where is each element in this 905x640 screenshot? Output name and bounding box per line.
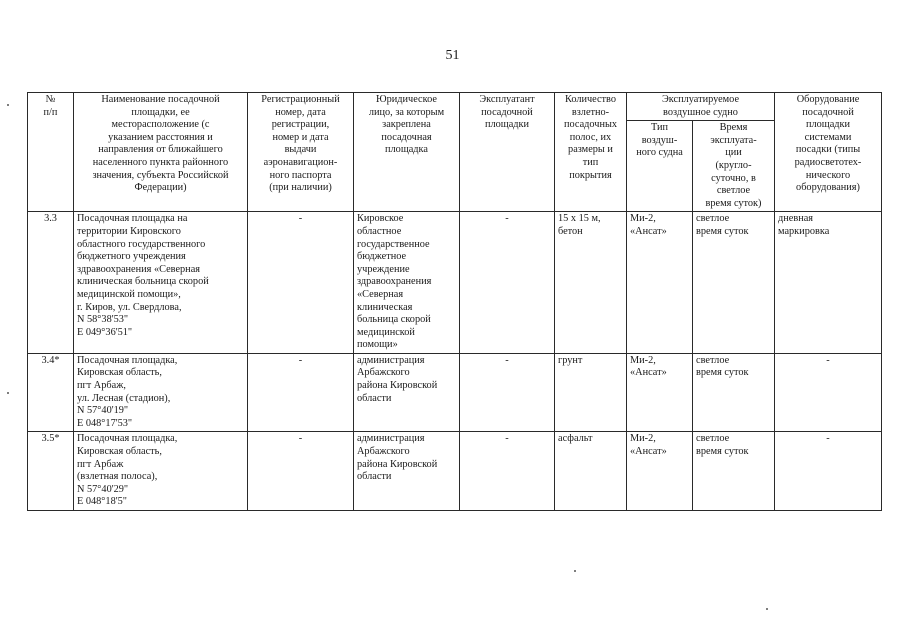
scan-speck	[7, 392, 9, 394]
row-name: Посадочная площадка, Кировская область, пгт Арбаж (взлетная полоса), N 57°40'29" E 048°18'5"	[74, 432, 248, 511]
header-col-number: № п/п	[28, 93, 74, 212]
row-runways: асфальт	[555, 432, 627, 511]
landing-site-table	[27, 92, 882, 511]
row-registration: -	[248, 353, 354, 432]
row-registration: -	[248, 212, 354, 354]
row-name: Посадочная площадка на территории Кировского областного государственного бюджетного учреждения здравоохранения «Северная клиническая больница скорой медицинской помощи», г. Киров, ул. Свердлова, N 58°38'53" E 049°36'51"	[74, 212, 248, 354]
row-aircraft-type: Ми-2, «Ансат»	[627, 353, 693, 432]
row-operator: -	[460, 353, 555, 432]
row-aircraft-type: Ми-2, «Ансат»	[627, 212, 693, 354]
row-name: Посадочная площадка, Кировская область, пгт Арбаж, ул. Лесная (стадион), N 57°40'19" E 048°17'53"	[74, 353, 248, 432]
row-equipment: дневная маркировка	[775, 212, 882, 354]
header-col-aircraft-group: Эксплуатируемое воздушное судно	[627, 93, 775, 121]
scan-speck	[766, 608, 768, 610]
header-col-legal-entity: Юридическое лицо, за которым закреплена посадочная площадка	[354, 93, 460, 212]
row-aircraft-time: светлое время суток	[693, 212, 775, 354]
row-equipment: -	[775, 353, 882, 432]
table-row	[28, 353, 882, 432]
header-row	[28, 93, 882, 121]
table-row	[28, 432, 882, 511]
table-row	[28, 212, 882, 354]
row-legal-entity: администрация Арбажского района Кировской области	[354, 353, 460, 432]
row-operator: -	[460, 212, 555, 354]
page-number: 51	[445, 48, 460, 63]
header-col-aircraft-time: Время эксплуата- ции (кругло- суточно, в светлое время суток)	[693, 121, 775, 212]
table-header	[28, 93, 882, 212]
scan-speck	[7, 104, 9, 106]
row-legal-entity: Кировское областное государственное бюджетное учреждение здравоохранения «Северная клиническая больница скорой медицинской помощи»	[354, 212, 460, 354]
row-operator: -	[460, 432, 555, 511]
row-number: 3.3	[28, 212, 74, 354]
row-registration: -	[248, 432, 354, 511]
row-runways: грунт	[555, 353, 627, 432]
row-runways: 15 х 15 м, бетон	[555, 212, 627, 354]
header-col-operator: Эксплуатант посадочной площадки	[460, 93, 555, 212]
row-number: 3.4*	[28, 353, 74, 432]
row-legal-entity: администрация Арбажского района Кировской области	[354, 432, 460, 511]
row-number: 3.5*	[28, 432, 74, 511]
header-col-aircraft-type: Тип воздуш- ного судна	[627, 121, 693, 212]
table-body	[28, 212, 882, 511]
row-aircraft-type: Ми-2, «Ансат»	[627, 432, 693, 511]
header-col-registration: Регистрационный номер, дата регистрации, номер и дата выдачи аэронавигацион- ного паспорта (при наличии)	[248, 93, 354, 212]
scan-speck	[574, 570, 576, 572]
header-col-runways: Количество взлетно- посадочных полос, их размеры и тип покрытия	[555, 93, 627, 212]
header-col-equipment: Оборудование посадочной площадки системами посадки (типы радиосветотех- нического оборудования)	[775, 93, 882, 212]
row-equipment: -	[775, 432, 882, 511]
header-col-name: Наименование посадочной площадки, ее месторасположение (с указанием расстояния и направления от ближайшего населенного пункта районного значения, субъекта Российской Федерации)	[74, 93, 248, 212]
row-aircraft-time: светлое время суток	[693, 353, 775, 432]
row-aircraft-time: светлое время суток	[693, 432, 775, 511]
